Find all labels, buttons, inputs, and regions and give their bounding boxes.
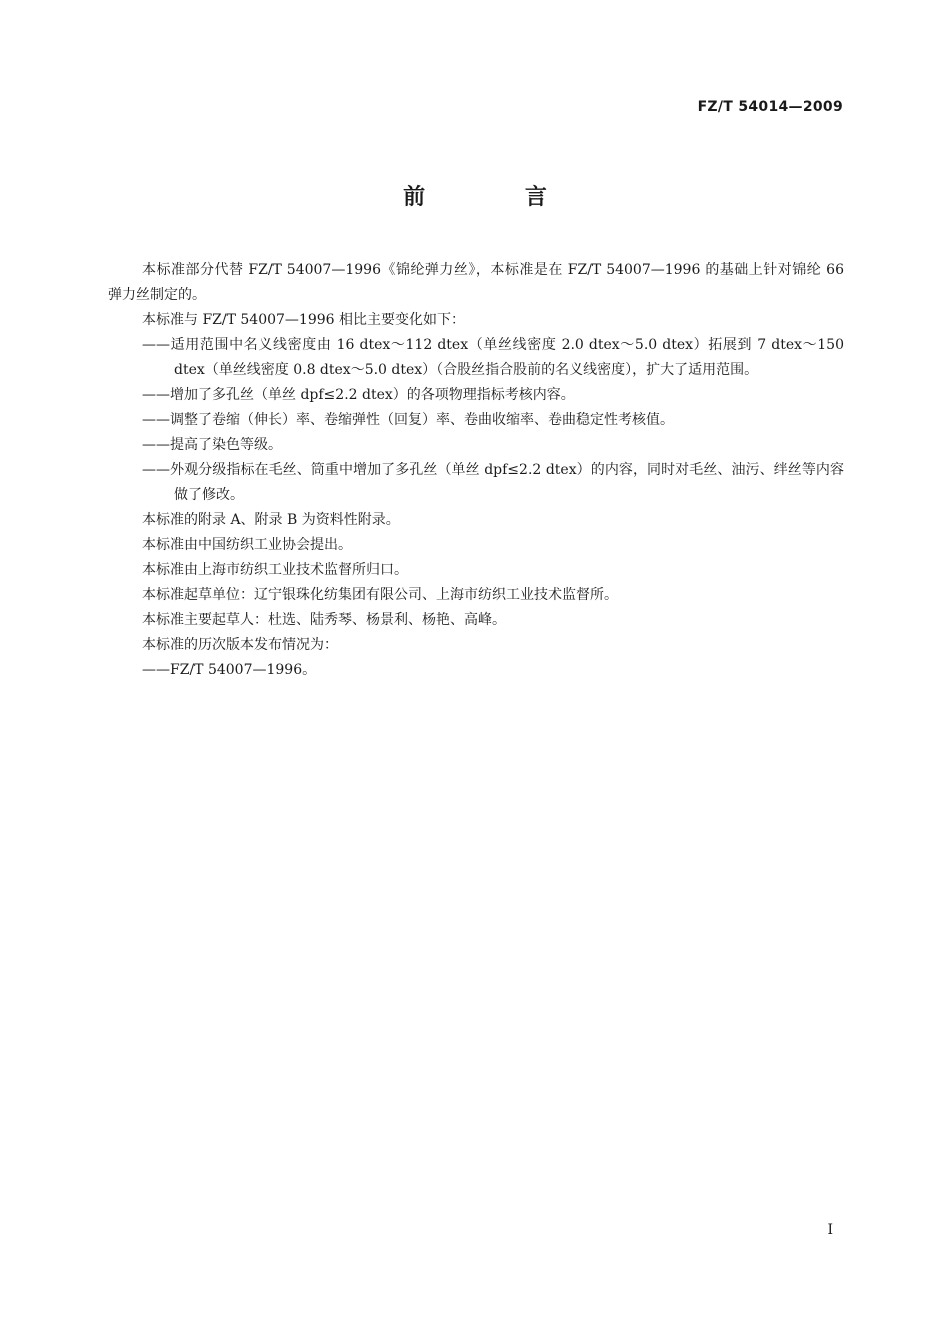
paragraph: 本标准由中国纺织工业协会提出。 xyxy=(142,537,352,553)
paragraph: 本标准主要起草人：杜选、陆秀琴、杨景利、杨艳、高峰。 xyxy=(142,612,506,628)
foreword-body xyxy=(108,258,844,683)
standard-code: FZ/T 54014—2009 xyxy=(697,99,843,115)
change-item: ——提高了染色等级。 xyxy=(142,437,282,453)
page-title: 前 言 xyxy=(403,185,593,210)
paragraph: 本标准的历次版本发布情况为： xyxy=(142,637,338,653)
change-item: ——增加了多孔丝（单丝 dpf≤2.2 dtex）的各项物理指标考核内容。 xyxy=(142,387,575,403)
change-item: ——调整了卷缩（伸长）率、卷缩弹性（回复）率、卷曲收缩率、卷曲稳定性考核值。 xyxy=(142,412,674,428)
change-item: ——适用范围中名义线密度由 16 dtex～112 dtex（单丝线密度 2.0 dtex～5.0 dtex）拓展到 7 dtex～150 dtex（单丝线密度 0.8 dtex～5.0 dtex）（合股丝指合股前的名义线密度），扩大了适用范围。 xyxy=(142,337,844,378)
paragraph: 本标准的附录 A、附录 B 为资料性附录。 xyxy=(142,512,400,528)
paragraph: 本标准与 FZ/T 54007—1996 相比主要变化如下： xyxy=(142,312,466,328)
paragraph: 本标准由上海市纺织工业技术监督所归口。 xyxy=(142,562,408,578)
change-item: ——外观分级指标在毛丝、筒重中增加了多孔丝（单丝 dpf≤2.2 dtex）的内容，同时对毛丝、油污、绊丝等内容做了修改。 xyxy=(142,462,844,503)
history-item: ——FZ/T 54007—1996。 xyxy=(142,662,317,678)
paragraph: 本标准部分代替 FZ/T 54007—1996《锦纶弹力丝》，本标准是在 FZ/T 54007—1996 的基础上针对锦纶 66 弹力丝制定的。 xyxy=(108,262,844,303)
paragraph: 本标准起草单位：辽宁银珠化纺集团有限公司、上海市纺织工业技术监督所。 xyxy=(142,587,618,603)
page-number: I xyxy=(827,1222,833,1238)
